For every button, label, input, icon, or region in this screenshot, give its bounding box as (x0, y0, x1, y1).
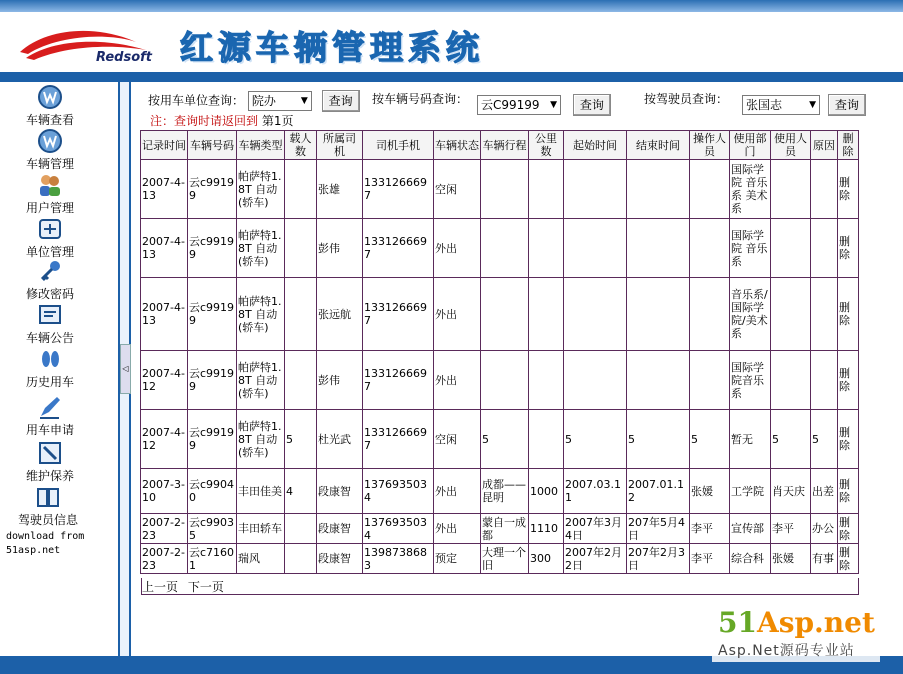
table-cell (690, 219, 730, 278)
table-cell: 国际学院音乐系 (730, 351, 771, 410)
table-cell: 空闲 (434, 160, 481, 219)
table-cell: 云c99199 (188, 410, 237, 469)
table-cell: 丰田轿车 (237, 514, 285, 544)
table-row (141, 278, 859, 351)
table-cell (627, 278, 690, 351)
table-header-row (141, 131, 859, 160)
prev-page-link[interactable]: 上一页 (142, 580, 179, 594)
column-header: 结束时间 (627, 131, 690, 160)
plate-search-label: 按车辆号码查询： (372, 92, 469, 106)
delete-link[interactable]: 删除 (838, 544, 859, 574)
table-row (141, 351, 859, 410)
wrench-icon (37, 440, 63, 466)
column-header: 原因 (811, 131, 838, 160)
table-cell: 外出 (434, 278, 481, 351)
watermark-brand: 51Asp.net (718, 606, 875, 639)
table-cell: 杜光武 (317, 410, 363, 469)
table-cell (529, 160, 564, 219)
table-cell (627, 219, 690, 278)
table-cell: 2007.03.11 (564, 469, 627, 514)
table-cell: 张雄 (317, 160, 363, 219)
delete-link[interactable]: 删除 (838, 351, 859, 410)
table-cell (811, 219, 838, 278)
sidebar-item-label: 用户管理 (25, 201, 74, 215)
table-cell: 5 (564, 410, 627, 469)
table-cell (811, 278, 838, 351)
column-header: 车辆状态 (434, 131, 481, 160)
table-cell (529, 219, 564, 278)
table-cell (811, 351, 838, 410)
table-cell: 2007-4-13 (141, 160, 188, 219)
table-cell (285, 160, 317, 219)
sidebar-item-label: 车辆公告 (25, 331, 74, 345)
watermark-tagline: Asp.Net源码专业站 (718, 643, 855, 659)
table-cell: 音乐系/国际学院/美术系 (730, 278, 771, 351)
table-cell: 宣传部 (730, 514, 771, 544)
table-cell: 段康智 (317, 544, 363, 574)
delete-link[interactable]: 删除 (838, 514, 859, 544)
table-cell: 2007-3-10 (141, 469, 188, 514)
table-cell: 帕萨特1.8T 自动(轿车) (237, 278, 285, 351)
table-cell (285, 351, 317, 410)
vw-logo-icon (37, 84, 63, 110)
sidebar-item-history[interactable] (0, 346, 100, 390)
table-cell: 2007-2-23 (141, 544, 188, 574)
table-cell: 云c99199 (188, 219, 237, 278)
table-cell (771, 160, 811, 219)
delete-link[interactable]: 删除 (838, 219, 859, 278)
table-cell: 云c99199 (188, 160, 237, 219)
column-header: 所属司机 (317, 131, 363, 160)
table-cell: 张媛 (690, 469, 730, 514)
book-icon (35, 484, 61, 510)
table-cell: 云c99199 (188, 278, 237, 351)
logo-text: Redsoft (96, 50, 153, 65)
pager (141, 578, 859, 595)
table-cell: 帕萨特1.8T 自动(轿车) (237, 160, 285, 219)
table-cell: 段康智 (317, 514, 363, 544)
app-title: 红源车辆管理系统 (180, 28, 484, 67)
table-cell: 办公 (811, 514, 838, 544)
vehicle-record-table (140, 130, 859, 574)
table-cell: 外出 (434, 351, 481, 410)
note-text: 注：查询时请返回到 (150, 114, 259, 128)
unit-icon (37, 216, 63, 242)
table-cell: 帕萨特1.8T 自动(轿车) (237, 410, 285, 469)
column-header: 车辆号码 (188, 131, 237, 160)
table-cell (564, 351, 627, 410)
sidebar-item-vehicle-manage[interactable] (0, 128, 100, 172)
unit-query-button[interactable]: 查询 (322, 90, 360, 112)
column-header: 使用部门 (730, 131, 771, 160)
column-header: 删除 (838, 131, 859, 160)
table-cell: 云c71601 (188, 544, 237, 574)
sidebar-item-apply[interactable] (0, 394, 100, 438)
sidebar-item-change-password[interactable] (0, 258, 100, 302)
table-cell: 5 (811, 410, 838, 469)
sidebar-item-label: 单位管理 (25, 245, 74, 259)
table-cell: 5 (627, 410, 690, 469)
table-cell: 1331266697 (363, 219, 434, 278)
plate-select[interactable]: 云C99199 ▼ (477, 95, 561, 115)
table-cell (627, 351, 690, 410)
table-cell (771, 219, 811, 278)
table-cell: 综合科 (730, 544, 771, 574)
table-cell: 李平 (690, 544, 730, 574)
table-cell: 2007年2月2日 (564, 544, 627, 574)
sidebar-item-vehicle-notice[interactable] (0, 302, 100, 346)
table-cell (481, 219, 529, 278)
site-watermark (712, 606, 880, 662)
table-cell: 2007-4-12 (141, 410, 188, 469)
table-cell: 暂无 (730, 410, 771, 469)
pen-icon (37, 394, 63, 420)
table-cell: 外出 (434, 219, 481, 278)
table-cell: 2007-4-13 (141, 278, 188, 351)
table-cell (285, 544, 317, 574)
table-cell (285, 219, 317, 278)
table-cell (564, 160, 627, 219)
sidebar-item-label: 车辆查看 (25, 113, 74, 127)
table-cell: 207年2月3日 (627, 544, 690, 574)
table-cell: 李平 (690, 514, 730, 544)
vw-logo-icon (37, 128, 63, 154)
table-cell (529, 410, 564, 469)
column-header: 记录时间 (141, 131, 188, 160)
sidebar-item-label: 车辆管理 (25, 157, 74, 171)
table-row (141, 410, 859, 469)
current-page: 第1页 (261, 114, 294, 128)
chevron-down-icon: ▼ (300, 96, 308, 106)
table-cell: 张媛 (771, 544, 811, 574)
table-cell: 1331266697 (363, 410, 434, 469)
sidebar-item-driver-info[interactable] (0, 484, 96, 528)
table-cell: 帕萨特1.8T 自动(轿车) (237, 219, 285, 278)
driver-search-controls (742, 94, 866, 116)
table-row (141, 219, 859, 278)
column-header: 司机手机 (363, 131, 434, 160)
table-cell (285, 514, 317, 544)
column-header: 车辆行程 (481, 131, 529, 160)
table-cell (529, 351, 564, 410)
table-cell (529, 278, 564, 351)
table-cell (481, 160, 529, 219)
delete-link[interactable]: 删除 (838, 278, 859, 351)
unit-search-label: 按用车单位查询： (148, 93, 245, 108)
table-cell: 云c99040 (188, 469, 237, 514)
column-header: 使用人员 (771, 131, 811, 160)
table-cell: 云c99035 (188, 514, 237, 544)
table-cell (481, 278, 529, 351)
column-header: 操作人员 (690, 131, 730, 160)
table-cell: 彭伟 (317, 219, 363, 278)
sidebar-item-label: 历史用车 (25, 375, 74, 389)
sidebar-item-vehicle-view[interactable] (0, 84, 100, 128)
table-cell: 大理一个旧 (481, 544, 529, 574)
sidebar-item-label: 维护保养 (25, 469, 74, 483)
plate-search (372, 90, 468, 107)
table-cell: 2007年3月4日 (564, 514, 627, 544)
sidebar-item-maintenance[interactable] (0, 440, 100, 484)
table-cell (771, 278, 811, 351)
table-row (141, 469, 859, 514)
column-header: 载人数 (285, 131, 317, 160)
table-cell: 2007-4-13 (141, 219, 188, 278)
table-cell: 1398738683 (363, 544, 434, 574)
plate-search-controls (477, 94, 611, 116)
table-row (141, 514, 859, 544)
table-cell (627, 160, 690, 219)
table-cell (564, 278, 627, 351)
table-cell: 1331266697 (363, 160, 434, 219)
table-cell (771, 351, 811, 410)
delete-link[interactable]: 删除 (838, 410, 859, 469)
chevron-down-icon: ▼ (809, 100, 816, 110)
delete-link[interactable]: 删除 (838, 469, 859, 514)
collapse-sidebar-handle[interactable]: ◁ (120, 344, 131, 394)
driver-select[interactable]: 张国志 ▼ (742, 95, 820, 115)
table-cell: 300 (529, 544, 564, 574)
table-cell: 肖天庆 (771, 469, 811, 514)
key-icon (37, 258, 63, 284)
table-cell: 207年5月4日 (627, 514, 690, 544)
chevron-down-icon: ▼ (550, 100, 557, 110)
table-cell: 云c99199 (188, 351, 237, 410)
table-cell: 1110 (529, 514, 564, 544)
table-cell: 5 (285, 410, 317, 469)
footprint-icon (37, 346, 63, 372)
table-cell (811, 160, 838, 219)
sidebar-item-user-manage[interactable] (0, 172, 100, 216)
table-cell: 蒙自一成都 (481, 514, 529, 544)
table-cell: 2007-4-12 (141, 351, 188, 410)
table-cell: 空闲 (434, 410, 481, 469)
table-cell: 国际学院 音乐系 (730, 219, 771, 278)
notice-icon (37, 302, 63, 328)
table-cell (564, 219, 627, 278)
table-cell: 2007-2-23 (141, 514, 188, 544)
table-cell: 外出 (434, 469, 481, 514)
table-cell (481, 351, 529, 410)
table-cell: 4 (285, 469, 317, 514)
table-cell: 5 (481, 410, 529, 469)
table-cell: 有事 (811, 544, 838, 574)
table-cell: 1376935034 (363, 514, 434, 544)
table-cell: 2007.01.12 (627, 469, 690, 514)
table-cell: 1331266697 (363, 351, 434, 410)
table-cell: 预定 (434, 544, 481, 574)
table-cell: 1000 (529, 469, 564, 514)
table-row (141, 160, 859, 219)
table-cell (285, 278, 317, 351)
table-cell: 5 (690, 410, 730, 469)
table-cell: 成都——昆明 (481, 469, 529, 514)
driver-query-button[interactable]: 查询 (828, 94, 866, 116)
driver-search (644, 90, 728, 107)
column-header: 公里数 (529, 131, 564, 160)
table-cell: 张远航 (317, 278, 363, 351)
table-cell: 出差 (811, 469, 838, 514)
sidebar (0, 82, 118, 656)
table-cell (690, 351, 730, 410)
column-header: 车辆类型 (237, 131, 285, 160)
table-cell (690, 160, 730, 219)
delete-link[interactable]: 删除 (838, 160, 859, 219)
download-note: download from 51asp.net (6, 531, 85, 556)
unit-search (148, 90, 360, 112)
users-icon (37, 172, 63, 198)
table-cell: 段康智 (317, 469, 363, 514)
column-header: 起始时间 (564, 131, 627, 160)
main-content (131, 82, 903, 656)
table-cell: 外出 (434, 514, 481, 544)
app-header (0, 12, 903, 72)
table-cell: 李平 (771, 514, 811, 544)
table-cell (690, 278, 730, 351)
table-cell: 丰田佳美 (237, 469, 285, 514)
sidebar-item-unit-manage[interactable] (0, 216, 100, 260)
table-row (141, 544, 859, 574)
table-cell: 1376935034 (363, 469, 434, 514)
query-note (150, 112, 293, 129)
table-cell: 彭伟 (317, 351, 363, 410)
unit-select[interactable]: 院办 ▼ (248, 91, 312, 111)
sidebar-item-label: 修改密码 (25, 287, 74, 301)
next-page-link[interactable]: 下一页 (187, 580, 224, 594)
table-cell: 5 (771, 410, 811, 469)
table-cell: 瑞风 (237, 544, 285, 574)
sidebar-item-label: 用车申请 (25, 423, 74, 437)
sidebar-item-label: 驾驶员信息 (17, 513, 78, 527)
table-cell: 工学院 (730, 469, 771, 514)
table-cell: 帕萨特1.8T 自动(轿车) (237, 351, 285, 410)
table-cell: 国际学院 音乐系 美术系 (730, 160, 771, 219)
header-divider (0, 72, 903, 82)
top-stripe (0, 0, 903, 12)
driver-search-label: 按驾驶员查询： (644, 92, 729, 106)
table-cell: 1331266697 (363, 278, 434, 351)
plate-query-button[interactable]: 查询 (573, 94, 611, 116)
